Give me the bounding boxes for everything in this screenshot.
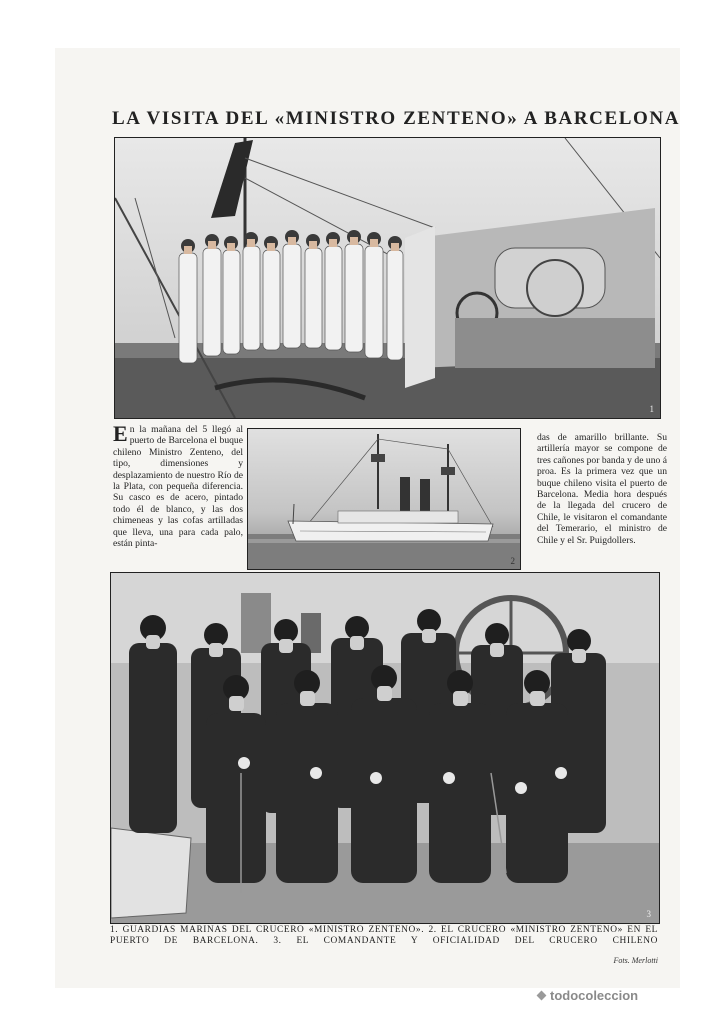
article-text-left-body: n la mañana del 5 llegó al puerto de Barcelona el buque chileno Ministro Zenteno, del tipo, dimensiones y desplazamiento de nuestro Río de la Plata, con pequeña diferencia. Su casco es de acero, pintado todo él de blanco, y las dos chimeneas y las cofas artilladas que lleva, una para cada palo, están pinta- [113,424,243,550]
photo-comandante-oficialidad [110,572,660,924]
photo-number: 1 [649,404,654,414]
page-title: LA VISITA DEL «MINISTRO ZENTENO» A BARCELONA [112,108,681,129]
photo-number: 2 [510,556,515,566]
watermark-text: todocoleccion [550,988,639,1003]
photo-crucero-puerto [247,428,521,570]
photo-guardias-marinas [114,137,661,419]
article-text-right: das de amarillo brillante. Su artillería mayor se compone de tres cañones por banda y de uno á proa. Es la primera vez que un buque chileno visita el puerto de Barcelona. Media hora después de la llegada del crucero de Chile, le visitaron el comandante del Temerario, el ministro de Chile y el Sr. Puigdollers. [537,432,667,546]
article-text-left [113,421,243,550]
photo-caption: 1. GUARDIAS MARINAS DEL CRUCERO «MINISTRO ZENTENO». 2. EL CRUCERO «MINISTRO ZENTENO» EN EL PUERTO DE BARCELONA. 3. EL COMANDANTE Y OFICIALIDAD DEL CRUCERO CHILENO [110,925,658,946]
watermark [538,988,710,1008]
photo-number: 3 [646,909,651,919]
photo-credit: Fots. Merlotti [613,956,658,965]
watermark-logo-icon [537,991,547,1001]
drop-cap: E [113,421,128,446]
